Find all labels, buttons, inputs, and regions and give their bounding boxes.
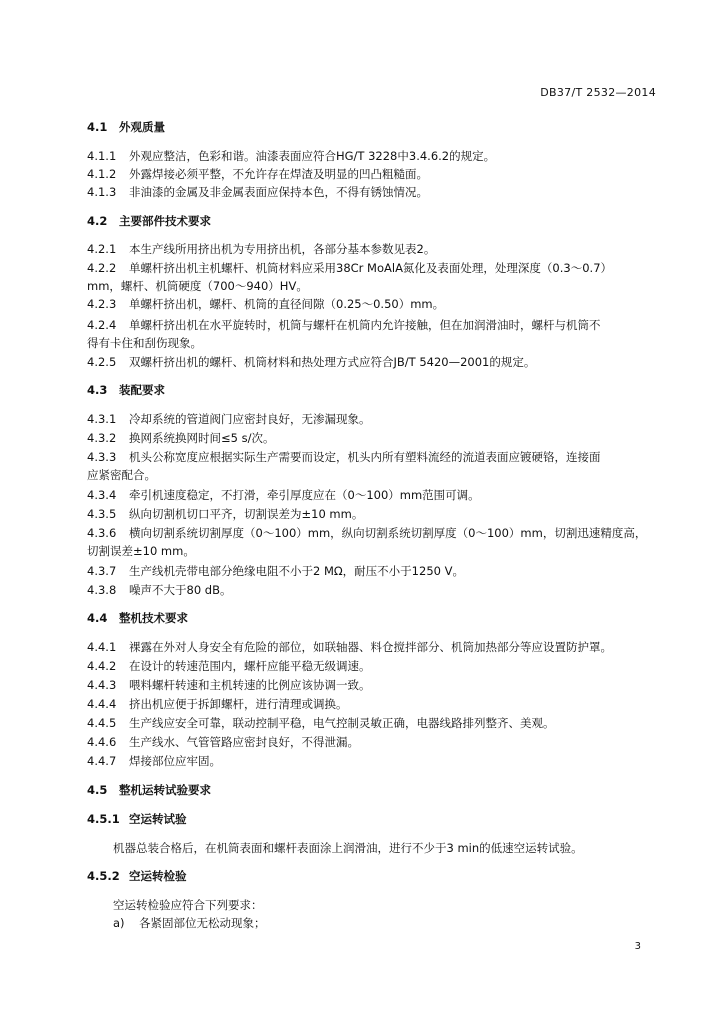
section-heading-4-3: 4.3 装配要求 bbox=[87, 383, 165, 397]
clause-4-4-1: 4.4.1 裸露在外对人身安全有危险的部位，如联轴器、料仓搅拌部分、机筒加热部分等应设置防护罩。 bbox=[87, 640, 612, 654]
clause-4-2-4-cont: 得有卡住和刮伤现象。 bbox=[87, 336, 202, 350]
clause-4-3-8: 4.3.8 噪声不大于80 dB。 bbox=[87, 583, 232, 597]
clause-4-3-4: 4.3.4 牵引机速度稳定，不打滑，牵引厚度应在（0～100）mm范围可调。 bbox=[87, 488, 480, 502]
clause-4-2-4: 4.2.4 单螺杆挤出机在水平旋转时，机筒与螺杆在机筒内允许接触，但在加润滑油时，螺杆与机筒不 bbox=[87, 318, 601, 332]
section-heading-4-4: 4.4 整机技术要求 bbox=[87, 611, 188, 625]
clause-4-1-1: 4.1.1 外观应整洁，色彩和谐。油漆表面应符合HG/T 3228中3.4.6.2的规定。 bbox=[87, 149, 496, 163]
clause-4-3-7: 4.3.7 生产线机壳带电部分绝缘电阻不小于2 MΩ，耐压不小于1250 V。 bbox=[87, 564, 464, 578]
clause-4-3-5: 4.3.5 纵向切割机切口平齐，切割误差为±10 mm。 bbox=[87, 507, 364, 521]
clause-4-2-3: 4.2.3 单螺杆挤出机，螺杆、机筒的直径间隙（0.25～0.50）mm。 bbox=[87, 297, 445, 311]
clause-4-3-2: 4.3.2 换网系统换网时间≤5 s/次。 bbox=[87, 431, 275, 445]
clause-4-5-2-text: 空运转检验应符合下列要求： bbox=[113, 898, 263, 912]
clause-4-4-5: 4.4.5 生产线应安全可靠，联动控制平稳，电气控制灵敏正确，电器线路排列整齐、美观。 bbox=[87, 716, 555, 730]
section-heading-4-5: 4.5 整机运转试验要求 bbox=[87, 783, 211, 797]
clause-4-3-6: 4.3.6 横向切割系统切割厚度（0～100）mm，纵向切割系统切割厚度（0～100）mm，切割迅速精度高， bbox=[87, 526, 647, 540]
section-heading-4-2: 4.2 主要部件技术要求 bbox=[87, 214, 211, 228]
subsection-heading-4-5-2: 4.5.2 空运转检验 bbox=[87, 869, 187, 883]
clause-4-4-7: 4.4.7 焊接部位应牢固。 bbox=[87, 754, 221, 768]
clause-4-4-3: 4.4.3 喂料螺杆转速和主机转速的比例应该协调一致。 bbox=[87, 678, 371, 692]
clause-4-5-1-text: 机器总装合格后，在机筒表面和螺杆表面涂上润滑油，进行不少于3 min的低速空运转试验。 bbox=[113, 841, 583, 855]
section-heading-4-1: 4.1 外观质量 bbox=[87, 120, 165, 134]
clause-4-3-3-cont: 应紧密配合。 bbox=[87, 468, 156, 482]
clause-4-3-1: 4.3.1 冷却系统的管道阀门应密封良好，无渗漏现象。 bbox=[87, 412, 371, 426]
clause-4-4-4: 4.4.4 挤出机应便于拆卸螺杆，进行清理或调换。 bbox=[87, 697, 348, 711]
clause-4-2-2: 4.2.2 单螺杆挤出机主机螺杆、机筒材料应采用38Cr MoAlA氮化及表面处理，处理深度（0.3～0.7） bbox=[87, 261, 613, 275]
clause-4-4-2: 4.4.2 在设计的转速范围内，螺杆应能平稳无级调速。 bbox=[87, 659, 371, 673]
clause-4-4-6: 4.4.6 生产线水、气管管路应密封良好，不得泄漏。 bbox=[87, 735, 359, 749]
list-item-a: a) 各紧固部位无松动现象； bbox=[113, 916, 266, 930]
clause-4-3-6-cont: 切割误差±10 mm。 bbox=[87, 544, 195, 558]
clause-4-2-2-cont: mm，螺杆、机筒硬度（700～940）HV。 bbox=[87, 279, 308, 293]
page-number: 3 bbox=[634, 941, 641, 952]
clause-4-2-5: 4.2.5 双螺杆挤出机的螺杆、机筒材料和热处理方式应符合JB/T 5420—2001的规定。 bbox=[87, 355, 536, 369]
subsection-heading-4-5-1: 4.5.1 空运转试验 bbox=[87, 812, 187, 826]
clause-4-2-1: 4.2.1 本生产线所用挤出机为专用挤出机，各部分基本参数见表2。 bbox=[87, 242, 436, 256]
standard-code: DB37/T 2532—2014 bbox=[540, 86, 656, 99]
clause-4-1-2: 4.1.2 外露焊接必须平整，不允许存在焊渣及明显的凹凸粗糙面。 bbox=[87, 167, 428, 181]
clause-4-3-3: 4.3.3 机头公称宽度应根据实际生产需要而设定，机头内所有塑料流经的流道表面应镀硬铬，连接面 bbox=[87, 450, 601, 464]
clause-4-1-3: 4.1.3 非油漆的金属及非金属表面应保持本色，不得有锈蚀情况。 bbox=[87, 185, 428, 199]
